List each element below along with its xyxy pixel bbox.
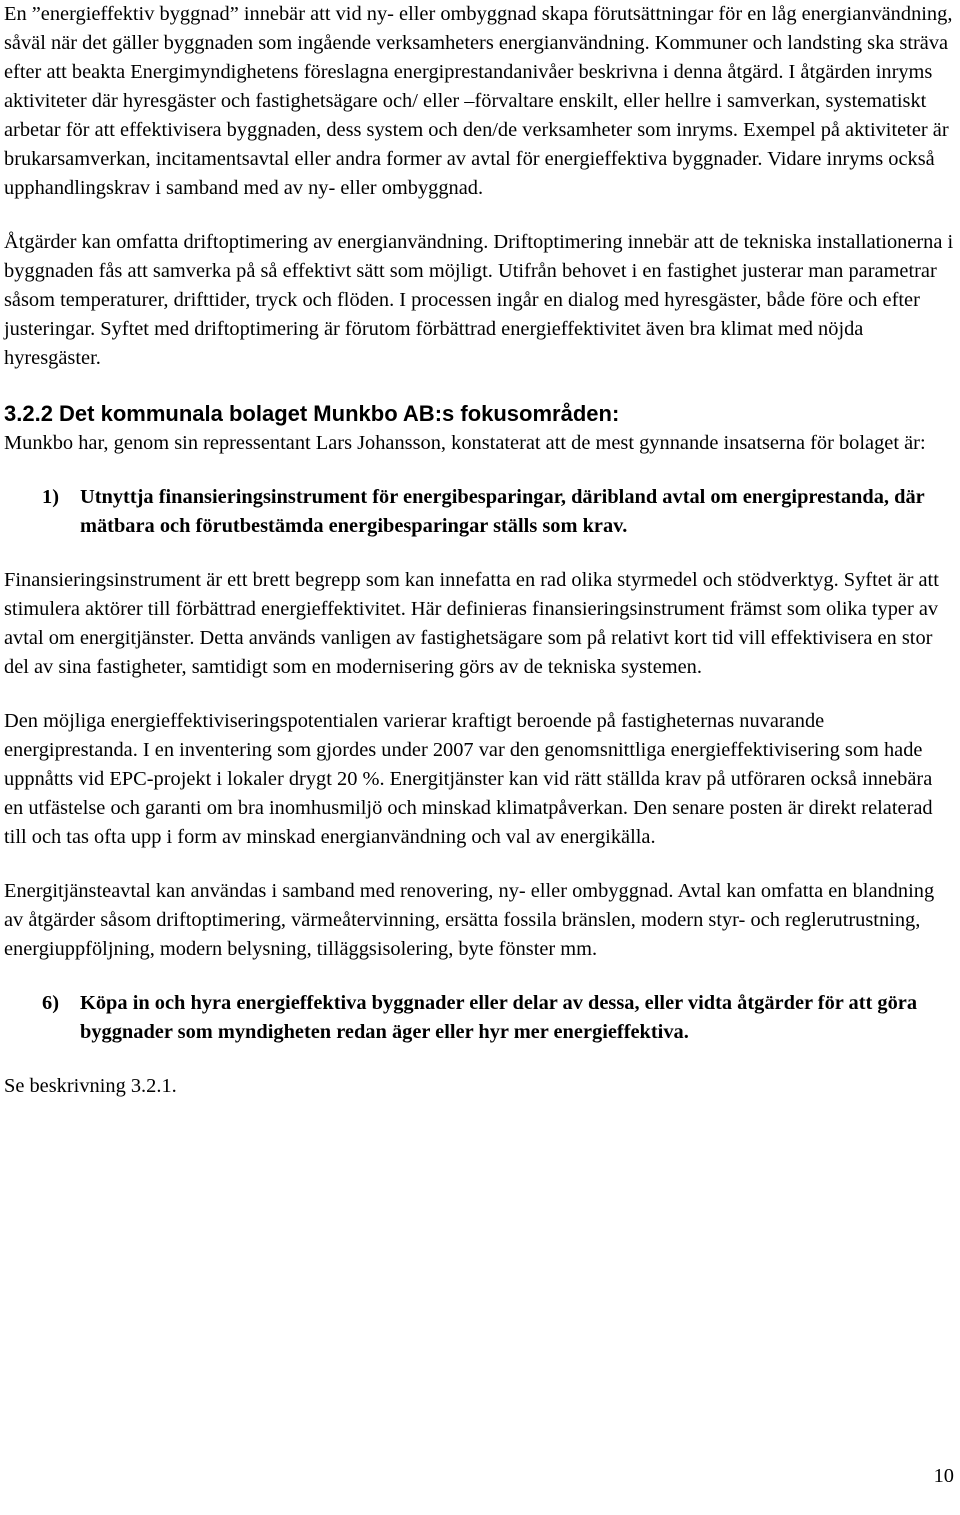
list-item-financing [4, 483, 956, 541]
paragraph-energy-service-agreements: Energitjänsteavtal kan användas i samband med renovering, ny- eller ombyggnad. Avtal kan omfatta en blandning av åtgärder såsom driftoptimering, värmeåtervinning, ersätta fossila bränslen, modern styr- och reglerutrustning, energiuppföljning, modern belysning, tilläggsisolering, byte fönster mm. [4, 880, 935, 960]
document-page [4, 0, 956, 1101]
paragraph-energy-efficient-building: En ”energieffektiv byggnad” innebär att vid ny- eller ombyggnad skapa förutsättningar för en låg energianvändning, såväl när det gäller byggnaden som ingående verksamheters energianvändning. Kommuner och landsting ska sträva efter att beakta Energimyndighetens föreslagna energiprestandanivåer beskrivna i denna åtgärd. I åtgärden inryms aktiviteter där hyresgäster och fastighetsägare och/ eller –förvaltare enskilt, eller hellre i samverkan, systematiskt arbetar för att effektivisera byggnaden, dess system och den/de verksamheter som inryms. Exempel på aktiviteter är brukarsamverkan, incitamentsavtal eller andra former av avtal för energieffektiva byggnader. Vidare inryms också upphandlingskrav i samband med av ny- eller ombyggnad. [4, 3, 953, 199]
paragraph-financing-instruments: Finansieringsinstrument är ett brett begrepp som kan innefatta en rad olika styrmedel och stödverktyg. Syftet är att stimulera aktörer till förbättrad energieffektivitet. Här definieras finansieringsinstrument främst som olika typer av avtal om energitjänster. Detta används vanligen av fastighetsägare som på relativt kort tid vill effektivisera en stor del av sina fastigheter, samtidigt som en modernisering görs av de tekniska systemen. [4, 569, 939, 678]
paragraph-see-description: Se beskrivning 3.2.1. [4, 1075, 177, 1097]
list-text: Utnyttja finansieringsinstrument för energibesparingar, däribland avtal om energiprestanda, där mätbara och förutbestämda energibesparingar ställs som krav. [80, 486, 925, 537]
page-number: 10 [933, 1465, 954, 1487]
list-text: Köpa in och hyra energieffektiva byggnader eller delar av dessa, eller vidta åtgärder för att göra byggnader som myndigheten redan äger eller hyr mer energieffektiva. [80, 992, 918, 1043]
list-item-buy-rent [4, 989, 956, 1047]
list-number: 6) [42, 992, 59, 1014]
paragraph-efficiency-potential: Den möjliga energieffektiviseringspotentialen varierar kraftigt beroende på fastigheternas nuvarande energiprestanda. I en inventering som gjordes under 2007 var den genomsnittliga energieffektivisering som hade uppnåtts vid EPC-projekt i lokaler drygt 20 %. Energitjänster kan vid rätt ställda krav på utföraren också innebära en utfästelse och garanti om bra inomhusmiljö och minskad klimatpåverkan. Den senare posten är direkt relaterad till och tas ofta upp i form av minskad energianvändning och val av energikälla. [4, 710, 933, 848]
list-number: 1) [42, 486, 59, 508]
paragraph-operational-optimization: Åtgärder kan omfatta driftoptimering av energianvändning. Driftoptimering innebär att de tekniska installationerna i byggnaden fås att samverka på så effektivt sätt som möjligt. Utifrån behovet i en fastighet justerar man parametrar såsom temperaturer, drifttider, tryck och flöden. I processen ingår en dialog med hyresgäster, både före och efter justeringar. Syftet med driftoptimering är förutom förbättrad energieffektivitet även bra klimat med nöjda hyresgäster. [4, 231, 954, 369]
paragraph-munkbo-intro: Munkbo har, genom sin repressentant Lars Johansson, konstaterat att de mest gynnande insatserna för bolaget är: [4, 432, 926, 454]
section-heading: 3.2.2 Det kommunala bolaget Munkbo AB:s fokusområden: [4, 401, 620, 426]
